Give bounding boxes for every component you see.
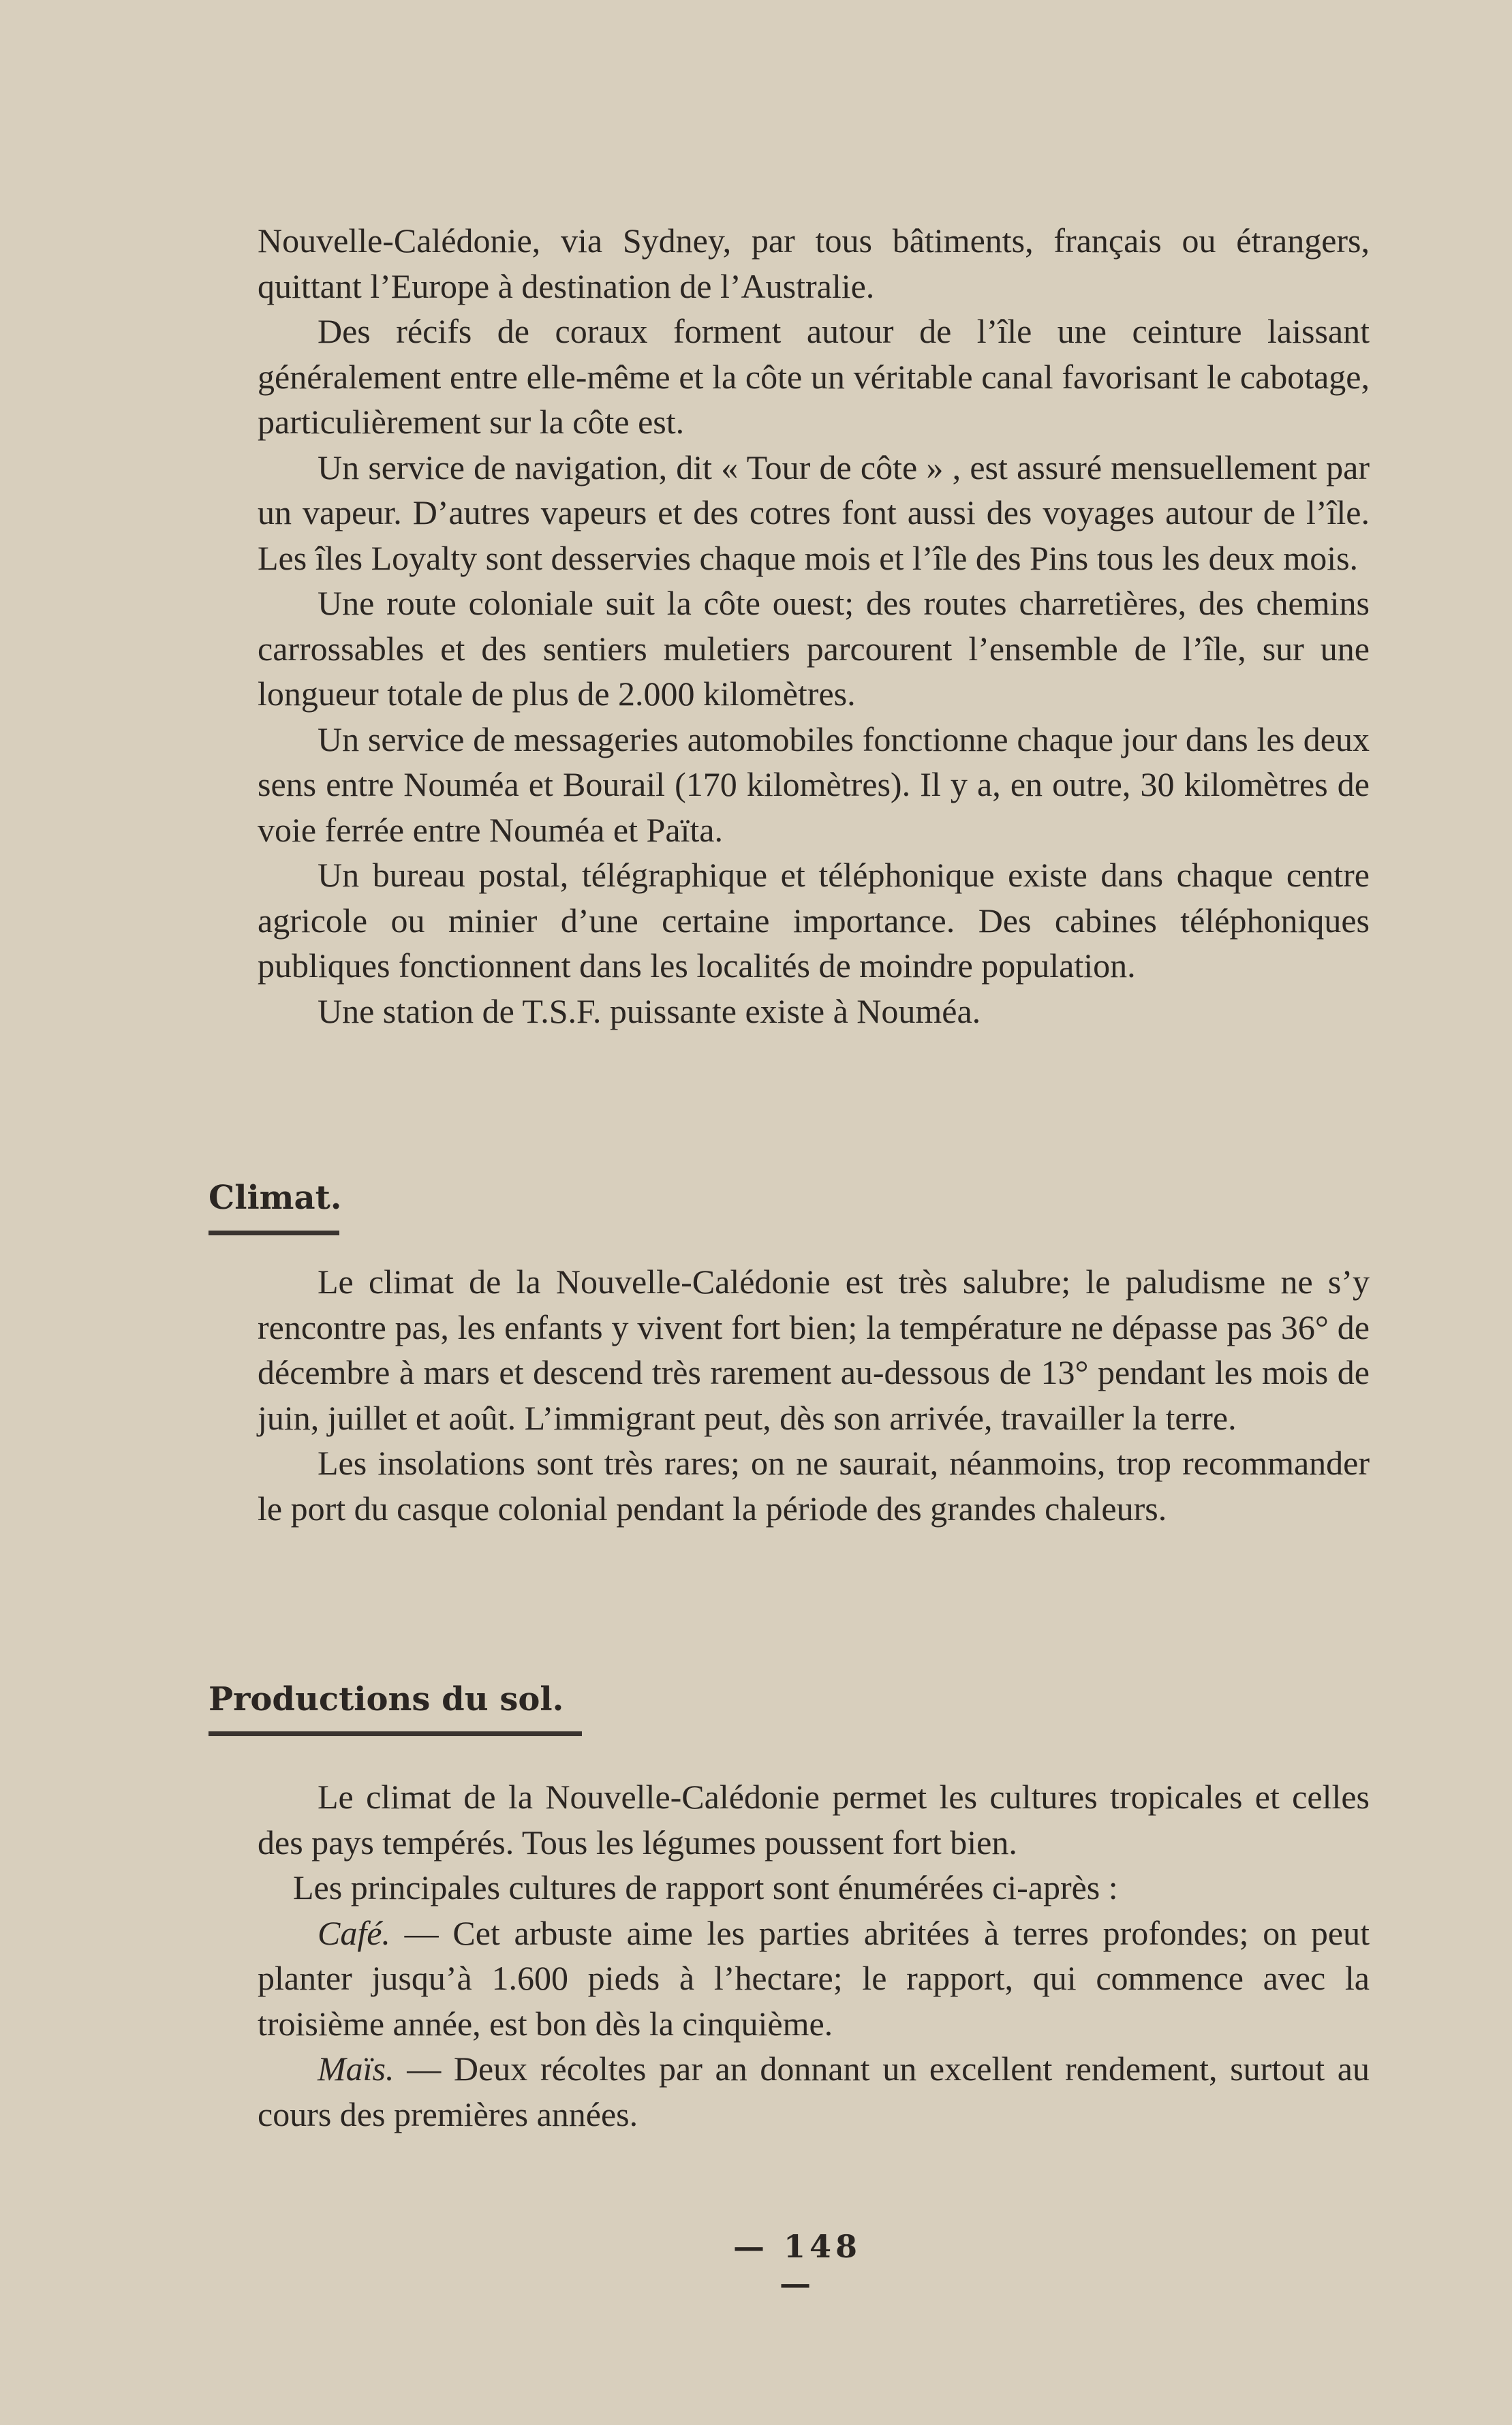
term-cafe: Café. [318,1913,390,1952]
heading-productions: Productions du sol. [209,1680,564,1718]
paragraph: Le climat de la Nouvelle-Calédonie est très salubre; le paludisme ne s’y rencontre pas, les enfants y vivent fort bien; la température ne dépasse pas 36° de décembre à mars et descend très rarement au-dessous de 13° pendant les mois de juin, juillet et août. L’immigrant peut, dès son arrivée, travailler la terre. [258,1263,1370,1437]
paragraph: Nouvelle-Calédonie, via Sydney, par tous bâtiments, français ou étrangers, quittant l’Europe à destination de l’Australie. [258,221,1370,305]
heading-climat: Climat. [209,1179,342,1217]
page-number: — 148 — [732,2228,862,2302]
heading-underline [209,1731,582,1736]
paragraph [258,2046,1370,2137]
heading-underline [209,1231,339,1235]
paragraph: Des récifs de coraux forment autour de l’île une ceinture laissant généralement entre elle-même et la côte un véritable canal favorisant le cabotage, particulièrement sur la côte est. [258,312,1370,441]
productions-text [258,1774,1370,2137]
paragraph: Un service de messageries automobiles fonctionne chaque jour dans les deux sens entre Nouméa et Bourail (170 kilomètres). Il y a, en outre, 30 kilomètres de voie ferrée entre Nouméa et Païta. [258,720,1370,849]
climat-text [258,1259,1370,1531]
term-mais: Maïs. [318,2050,395,2088]
paragraph: Un service de navigation, dit « Tour de côte » , est assuré mensuellement par un vapeur. D’autres vapeurs et des cotres font aussi des voyages autour de l’île. Les îles Loyalty sont desservies chaque mois et l’île des Pins tous les deux mois. [258,448,1370,577]
paragraph [258,1911,1370,2047]
paragraph: Les principales cultures de rapport sont énumérées ci-après : [293,1868,1118,1906]
definition-mais: — Deux récoltes par an donnant un excellent rendement, surtout au cours des premières années. [258,2050,1370,2133]
paragraph: Les insolations sont très rares; on ne saurait, néanmoins, trop recommander le port du casque colonial pendant la période des grandes chaleurs. [258,1444,1370,1528]
intro-text [258,218,1370,1034]
paragraph: Une route coloniale suit la côte ouest; des routes charretières, des chemins carrossables et des sentiers muletiers parcourent l’ensemble de l’île, sur une longueur totale de plus de 2.000 kilomètres. [258,584,1370,713]
paragraph: Un bureau postal, télégraphique et téléphonique existe dans chaque centre agricole ou minier d’une certaine importance. Des cabines téléphoniques publiques fonctionnent dans les localités de moindre population. [258,856,1370,985]
definition-cafe: — Cet arbuste aime les parties abritées à terres profondes; on peut planter jusqu’à 1.600 pieds à l’hectare; le rapport, qui commence avec la troisième année, est bon dès la cinquième. [258,1913,1370,2043]
paragraph: Le climat de la Nouvelle-Calédonie permet les cultures tropicales et celles des pays tempérés. Tous les légumes poussent fort bien. [258,1778,1370,1862]
paragraph: Une station de T.S.F. puissante existe à Nouméa. [318,991,981,1030]
